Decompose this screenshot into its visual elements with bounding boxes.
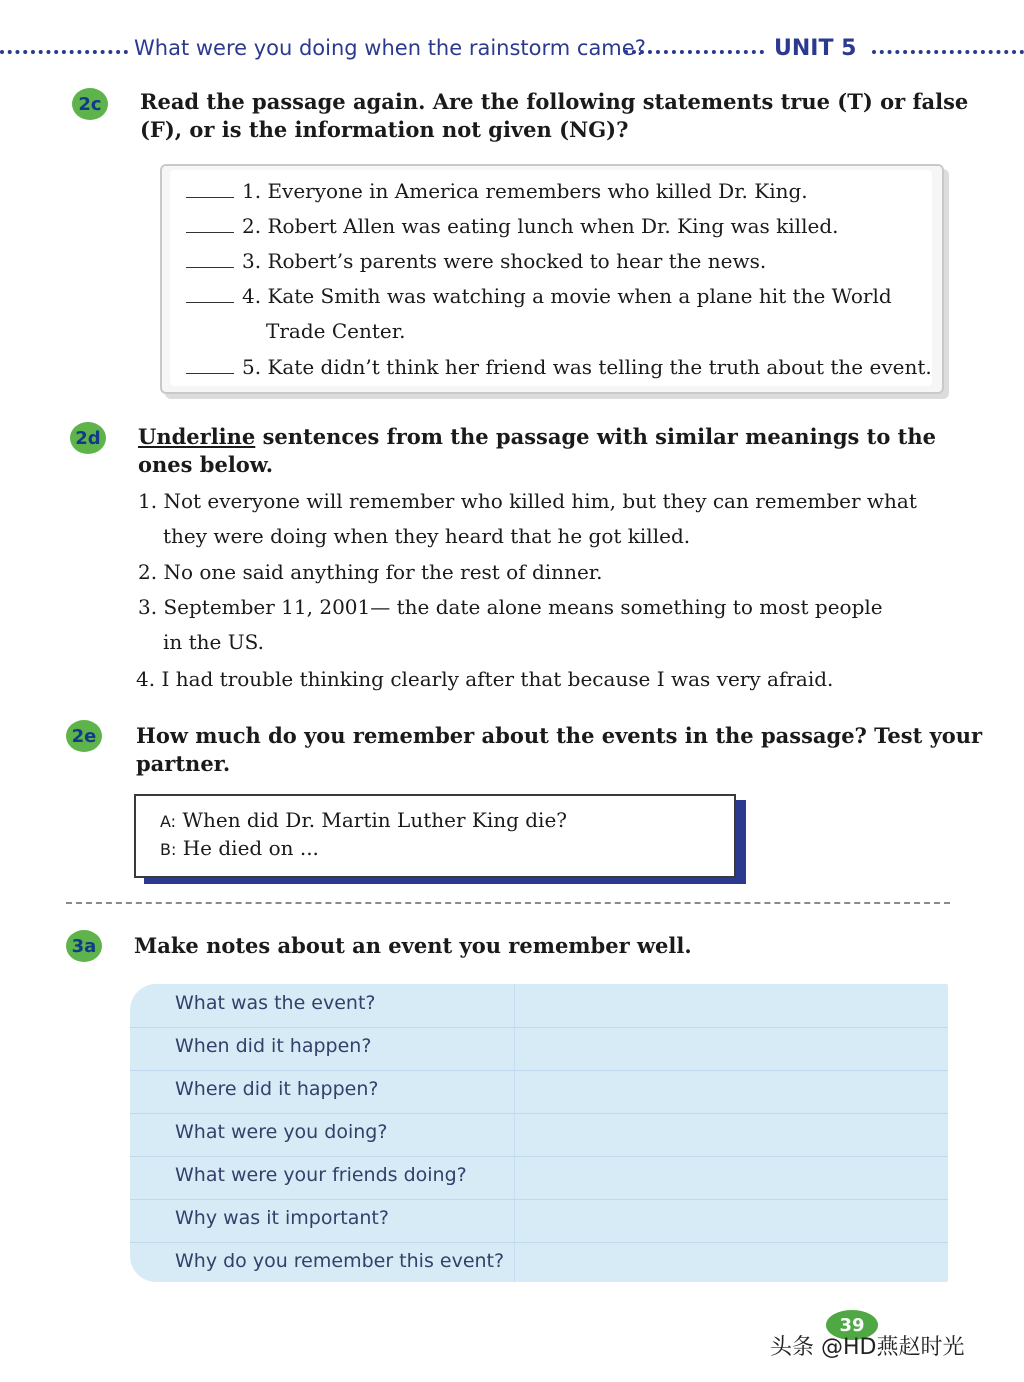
instruction-2e-line1: How much do you remember about the events in the passage? Test your [136, 723, 983, 748]
true-false-box-inner [170, 170, 932, 386]
note-question: What was the event? [175, 992, 376, 1014]
header-dots-right [872, 50, 1024, 54]
instruction-2d-rest: sentences from the passage with similar meanings to the [255, 424, 936, 449]
dialog-line-a [160, 806, 567, 836]
note-row[interactable] [130, 1027, 948, 1071]
note-row[interactable] [130, 984, 948, 1028]
note-row[interactable] [130, 1242, 948, 1285]
section-badge-2d: 2d [70, 422, 106, 454]
instruction-2e [136, 722, 982, 778]
statement-item [186, 174, 808, 209]
instruction-2c-line1: Read the passage again. Are the following statements true (T) or false [140, 89, 969, 114]
header-dots-middle [624, 50, 764, 54]
dialog-line-b [160, 834, 319, 864]
page-header [0, 34, 1024, 68]
note-question: What were you doing? [175, 1121, 388, 1143]
instruction-3a: Make notes about an event you remember well. [134, 933, 692, 958]
dialog-text-a: When did Dr. Martin Luther King die? [182, 808, 568, 832]
statement-item [186, 279, 892, 314]
instruction-2d-line2: ones below. [138, 452, 274, 477]
note-row[interactable] [130, 1070, 948, 1114]
answer-blank[interactable] [186, 280, 234, 303]
section-badge-2e: 2e [66, 720, 102, 752]
statement-text: 5. Kate didn’t think her friend was telling the truth about the event. [242, 355, 932, 379]
instruction-2e-line2: partner. [136, 751, 231, 776]
section-badge-2c: 2c [72, 88, 108, 120]
unit-label: UNIT 5 [774, 36, 857, 61]
sentence-line: 1. Not everyone will remember who killed him, but they can remember what [138, 489, 917, 513]
dialog-text-b: He died on ... [182, 836, 319, 860]
instruction-2d-line1 [138, 423, 936, 451]
statement-text: 2. Robert Allen was eating lunch when Dr. King was killed. [242, 214, 839, 238]
note-question: When did it happen? [175, 1035, 372, 1057]
sentence-line: 4. I had trouble thinking clearly after that because I was very afraid. [136, 667, 834, 691]
true-false-box [160, 164, 944, 394]
statement-text: 3. Robert’s parents were shocked to hear the news. [242, 249, 767, 273]
page-number: 39 [826, 1310, 878, 1340]
statement-text: 1. Everyone in America remembers who killed Dr. King. [242, 179, 808, 203]
note-question: Why was it important? [175, 1207, 389, 1229]
instruction-2d [138, 423, 936, 479]
note-row[interactable] [130, 1199, 948, 1243]
answer-blank[interactable] [186, 245, 234, 268]
answer-blank[interactable] [186, 210, 234, 233]
sentence-line: 2. No one said anything for the rest of dinner. [138, 560, 603, 584]
note-row[interactable] [130, 1156, 948, 1200]
dialog-box [134, 794, 736, 878]
sentence-line: in the US. [163, 630, 264, 654]
instruction-2c [140, 88, 968, 144]
note-row[interactable] [130, 1113, 948, 1157]
underline-word: Underline [138, 424, 256, 449]
speaker-a: A: [160, 812, 177, 831]
statement-item [186, 350, 932, 385]
statement-text: 4. Kate Smith was watching a movie when a plane hit the World [242, 284, 892, 308]
instruction-2c-line2: (F), or is the information not given (NG)? [140, 117, 629, 142]
sentence-line: 3. September 11, 2001— the date alone means something to most people [138, 595, 883, 619]
speaker-b: B: [160, 840, 177, 859]
answer-blank[interactable] [186, 175, 234, 198]
notes-table [130, 984, 948, 1282]
statement-item [186, 244, 766, 279]
watermark: 头条 @HD燕赵时光 [770, 1335, 965, 1360]
note-question: What were your friends doing? [175, 1164, 467, 1186]
answer-blank[interactable] [186, 351, 234, 374]
section-badge-3a: 3a [66, 930, 102, 962]
note-question: Where did it happen? [175, 1078, 379, 1100]
note-question: Why do you remember this event? [175, 1250, 505, 1272]
section-divider [66, 902, 950, 904]
header-title: What were you doing when the rainstorm came? [134, 36, 646, 60]
sentence-line: they were doing when they heard that he got killed. [163, 524, 691, 548]
statement-item [186, 209, 838, 244]
header-dots-left [0, 50, 128, 54]
statement-continuation: Trade Center. [266, 319, 406, 343]
